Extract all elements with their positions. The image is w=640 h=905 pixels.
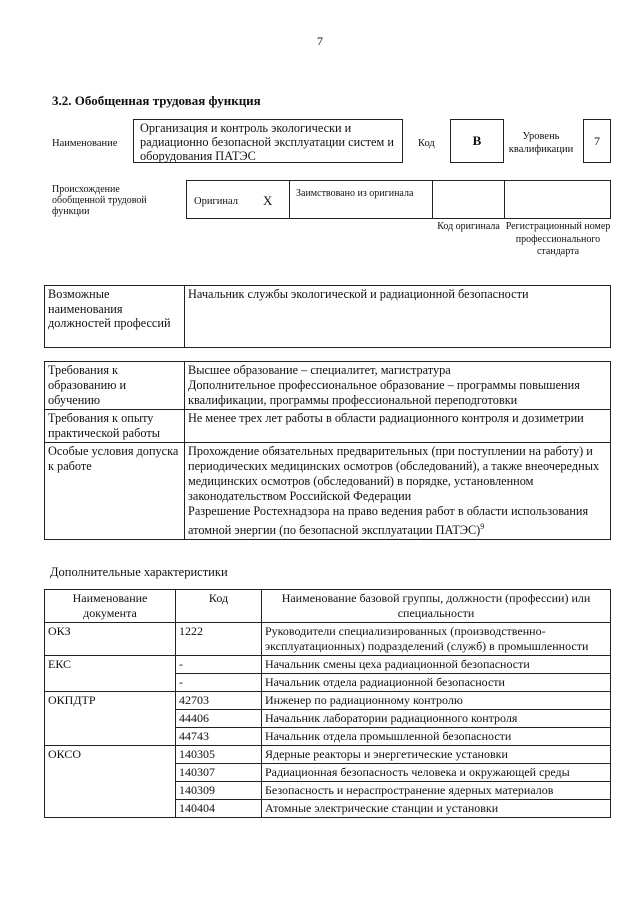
footnote-marker: 9: [480, 522, 485, 531]
row-name: Руководители специализированных (производственно-эксплуатационных) подразделений (служб) в промышленности: [262, 623, 611, 656]
requirements-row: [45, 443, 611, 540]
characteristics-table: [44, 589, 611, 818]
requirements-table: [44, 361, 611, 540]
origin-label: Происхождение обобщенной трудовой функции: [52, 184, 147, 217]
requirements-value-cell: [185, 443, 611, 540]
table-row: [45, 692, 611, 710]
requirements-row: [45, 410, 611, 443]
code-original-cell: [432, 180, 505, 219]
requirements-label: Требования к опыту практической работы: [45, 410, 185, 443]
row-name: Инженер по радиационному контролю: [262, 692, 611, 710]
row-name: Радиационная безопасность человека и окружающей среды: [262, 764, 611, 782]
row-code: 1222: [176, 623, 262, 656]
level-label: Уровень квалификации: [508, 131, 574, 155]
document-name: ОКЗ: [45, 623, 176, 656]
borrowed-label: Заимствовано из оригинала: [296, 188, 414, 199]
function-code-value: В: [472, 133, 482, 148]
row-code: 44743: [176, 728, 262, 746]
level-box: [583, 119, 611, 163]
characteristics-header-row: [45, 590, 611, 623]
original-mark: X: [263, 193, 273, 208]
page-number: 7: [317, 34, 323, 48]
row-name: Атомные электрические станции и установки: [262, 800, 611, 818]
row-code: 42703: [176, 692, 262, 710]
row-code: -: [176, 656, 262, 674]
function-name-box: [133, 119, 403, 163]
table-row: [45, 623, 611, 656]
positions-table: [44, 285, 611, 348]
row-name: Ядерные реакторы и энергетические установки: [262, 746, 611, 764]
additional-title: Дополнительные характеристики: [50, 565, 228, 579]
function-code-box: [450, 119, 504, 163]
row-code: 140307: [176, 764, 262, 782]
positions-value: Начальник службы экологической и радиационной безопасности: [185, 286, 611, 348]
row-code: 140309: [176, 782, 262, 800]
row-name: Начальник лаборатории радиационного контроля: [262, 710, 611, 728]
header-document: Наименование документа: [45, 590, 176, 623]
requirements-label: Требования к образованию и обучению: [45, 362, 185, 410]
table-row: [45, 656, 611, 674]
row-name: Начальник смены цеха радиационной безопасности: [262, 656, 611, 674]
row-code: 140404: [176, 800, 262, 818]
original-cell: [186, 180, 290, 219]
requirements-row: [45, 362, 611, 410]
requirements-value: Не менее трех лет работы в области радиационного контроля и дозиметрии: [185, 410, 611, 443]
row-name: Безопасность и нераспространение ядерных материалов: [262, 782, 611, 800]
reg-number-caption: Регистрационный номер профессионального стандарта: [505, 221, 611, 257]
document-name: ЕКС: [45, 656, 176, 692]
positions-label: Возможные наименования должностей профессий: [45, 286, 185, 348]
row-name: Начальник отдела промышленной безопасности: [262, 728, 611, 746]
row-code: -: [176, 674, 262, 692]
code-original-caption: Код оригинала: [437, 221, 500, 232]
row-name: Начальник отдела радиационной безопасности: [262, 674, 611, 692]
borrowed-cell: [289, 180, 433, 219]
requirements-value: Прохождение обязательных предварительных (при поступлении на работу) и периодических медицинских осмотров (обследований), а также внеочередных медицинских осмотров (обследований) в порядке, установленном законодательством Российской Федерации Разрешение Ростехнадзора на право ведения работ в области использования атомной энергии (по безопасной эксплуатации ПАТЭС): [188, 444, 600, 538]
section-title: 3.2. Обобщенная трудовая функция: [52, 93, 261, 108]
row-code: 140305: [176, 746, 262, 764]
row-code: 44406: [176, 710, 262, 728]
document-name: ОКСО: [45, 746, 176, 818]
header-name: Наименование базовой группы, должности (профессии) или специальности: [262, 590, 611, 623]
requirements-value: Высшее образование – специалитет, магистратура Дополнительное профессиональное образование – программы повышения квалификации, программы профессиональной переподготовки: [185, 362, 611, 410]
table-row: [45, 746, 611, 764]
document-name: ОКПДТР: [45, 692, 176, 746]
name-label: Наименование: [52, 138, 118, 149]
header-code: Код: [176, 590, 262, 623]
function-name-value: Организация и контроль экологически и радиационно безопасной эксплуатации систем и оборудования ПАТЭС: [140, 121, 394, 163]
requirements-label: Особые условия допуска к работе: [45, 443, 185, 540]
level-value: 7: [594, 133, 600, 148]
code-label: Код: [418, 138, 435, 149]
reg-number-cell: [504, 180, 611, 219]
original-label: Оригинал: [194, 196, 238, 207]
